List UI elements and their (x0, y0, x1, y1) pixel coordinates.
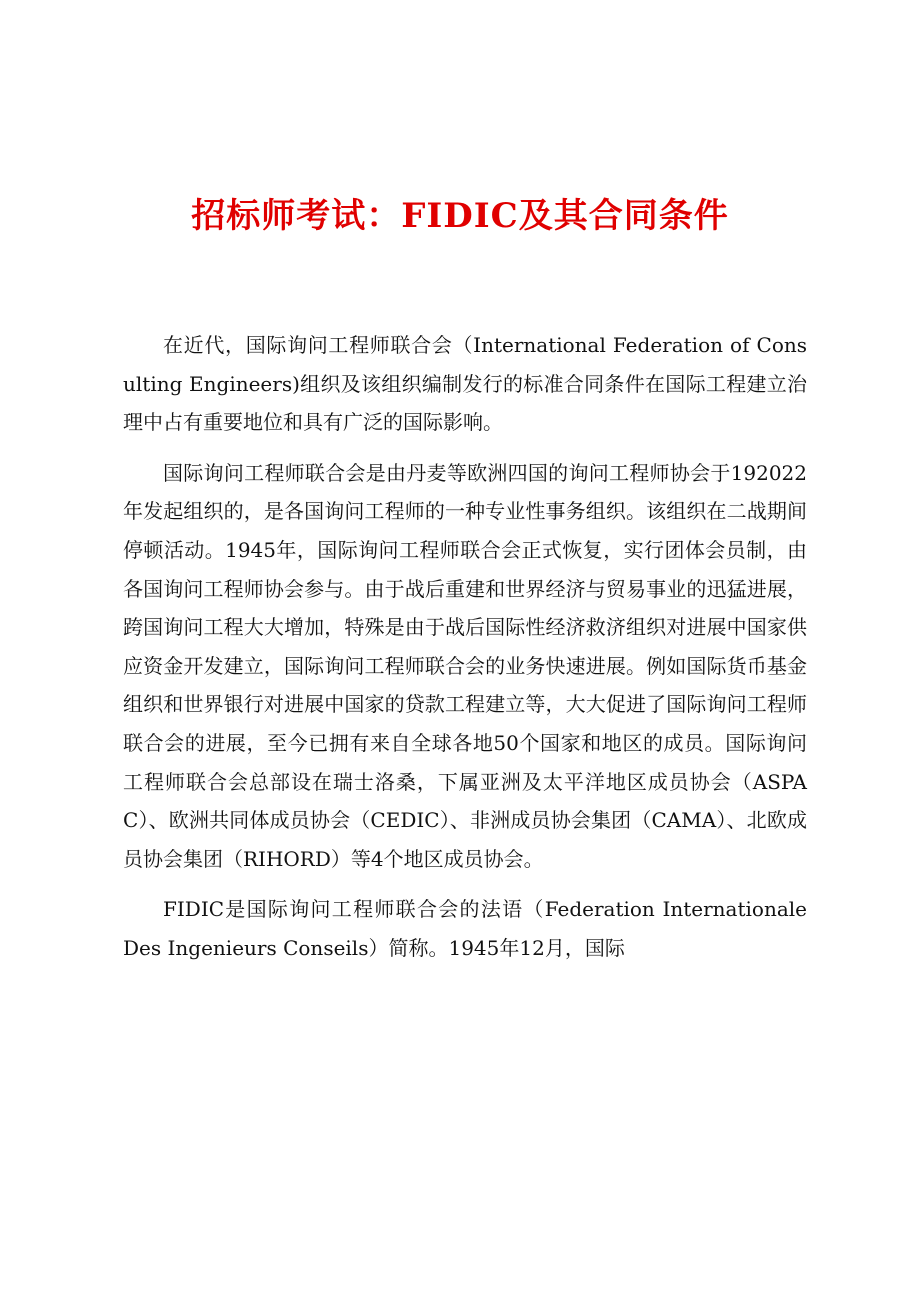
document-title: 招标师考试：FIDIC及其合同条件 (191, 196, 729, 236)
document-body (123, 326, 807, 968)
paragraph: 国际询问工程师联合会是由丹麦等欧洲四国的询问工程师协会于192022年发起组织的，是各国询问工程师的一种专业性事务组织。该组织在二战期间停顿活动。1945年，国际询问工程师联合会正式恢复，实行团体会员制，由各国询问工程师协会参与。由于战后重建和世界经济与贸易事业的迅猛进展，跨国询问工程大大增加，特殊是由于战后国际性经济救济组织对进展中国家供应资金开发建立，国际询问工程师联合会的业务快速进展。例如国际货币基金组织和世界银行对进展中国家的贷款工程建立等，大大促进了国际询问工程师联合会的进展，至今已拥有来自全球各地50个国家和地区的成员。国际询问工程师联合会总部设在瑞士洛桑，下属亚洲及太平洋地区成员协会（ASPAC）、欧洲共同体成员协会（CEDIC）、非洲成员协会集团（CAMA）、北欧成员协会集团（RIHORD）等4个地区成员协会。 (123, 460, 807, 871)
paragraph: 在近代，国际询问工程师联合会（International Federation of Consulting Engineers)组织及该组织编制发行的标准合同条件在国际工程建立治理中占有重要地位和具有广泛的国际影响。 (123, 333, 807, 435)
paragraph: FIDIC是国际询问工程师联合会的法语（Federation Internationale Des Ingenieurs Conseils）简称。1945年12月，国际 (123, 897, 807, 960)
